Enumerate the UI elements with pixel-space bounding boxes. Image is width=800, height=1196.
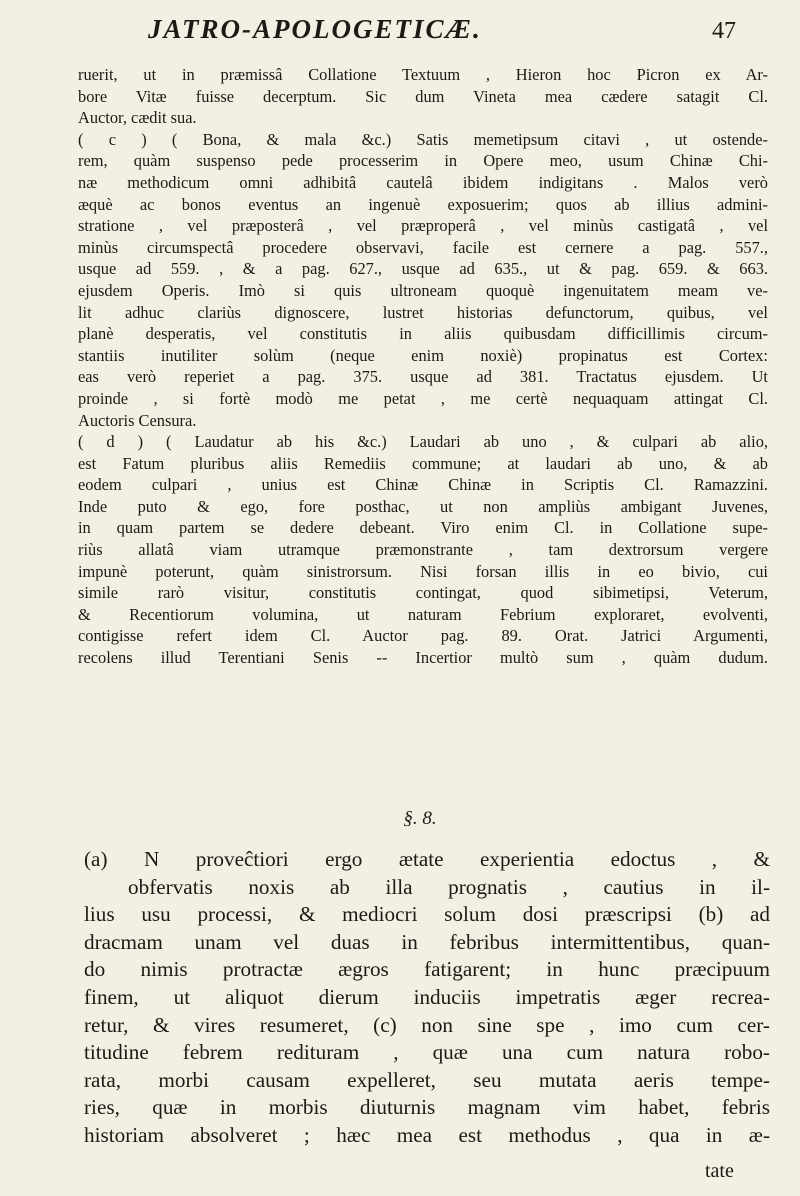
note-line: stratione , vel præposterâ , vel præproperâ , vel minùs castigatâ , vel (78, 216, 768, 236)
note-line: usque ad 559. , & a pag. 627., usque ad 635., ut & pag. 659. & 663. (78, 259, 768, 279)
note-line: næ methodicum omni adhibitâ cautelâ ibidem indigitans . Malos verò (78, 172, 768, 192)
main-line: obfervatis noxis ab illa prognatis , cautius in il- (128, 874, 770, 899)
section-mark: §. 8. (403, 808, 437, 829)
note-line: planè desperatis, vel constitutis in aliis quibusdam difficillimis circum- (78, 324, 768, 344)
note-line: stantiis inutiliter solùm (neque enim noxiè) propinatus est Cortex: (78, 345, 768, 365)
note-line: ejusdem Operis. Imò si quis ultroneam quoquè ingenuitatem meam ve- (78, 280, 768, 300)
note-line: æquè ac bonos eventus an ingenuè exposuerim; quos ab illius admini- (78, 194, 768, 214)
main-line: historiam absolveret ; hæc mea est methodus , qua in æ- (84, 1122, 770, 1147)
note-line: contigisse refert idem Cl. Auctor pag. 89. Orat. Jatrici Argumenti, (78, 626, 768, 646)
note-line: bore Vitæ fuisse decerptum. Sic dum Vineta mea cædere satagit Cl. (78, 86, 768, 106)
main-line: ries, quæ in morbis diuturnis magnam vim habet, febris (84, 1095, 770, 1120)
note-line: Auctoris Censura. (78, 410, 197, 430)
page-number: 47 (712, 18, 736, 44)
running-title: JATRO-APOLOGETICÆ. (148, 14, 482, 44)
main-line: dracmam unam vel duas in febribus intermittentibus, quan- (84, 929, 770, 954)
note-line: ruerit, ut in præmissâ Collatione Textuum , Hieron hoc Picron ex Ar- (78, 65, 768, 84)
note-line: eas verò reperiet a pag. 375. usque ad 381. Tractatus ejusdem. Ut (78, 367, 768, 387)
note-line: rem, quàm suspenso pede processerim in Opere meo, usum Chinæ Chi- (78, 151, 768, 171)
note-line: riùs allatâ viam utramque præmonstrante , tam dextrorsum vergere (78, 540, 768, 560)
main-line: retur, & vires resumeret, (c) non sine spe , imo cum cer- (84, 1012, 770, 1037)
running-head (0, 14, 800, 54)
note-line: & Recentiorum volumina, ut naturam Febrium exploraret, evolventi, (78, 604, 768, 624)
note-line: ( d ) ( Laudatur ab his &c.) Laudari ab uno , & culpari ab alio, (78, 432, 768, 452)
main-line: (a) N proveĉtiori ergo ætate experientia edoctus , & (84, 847, 770, 871)
note-line: proinde , si fortè modò me petat , me certè nequaquam attingat Cl. (78, 388, 768, 408)
note-line: impunè poterunt, quàm sinistrorsum. Nisi forsan illis in eo bivio, cui (78, 561, 768, 581)
note-line: lit adhuc clariùs dignoscere, lustret historias defunctorum, quibus, vel (78, 302, 768, 322)
main-line: do nimis protractæ ægros fatigarent; in hunc præcipuum (84, 957, 770, 982)
footnote-block (78, 64, 768, 669)
main-line: finem, ut aliquot dierum induciis impetratis æger recrea- (84, 984, 770, 1009)
note-line: ( c ) ( Bona, & mala &c.) Satis memetipsum citavi , ut ostende- (78, 129, 768, 149)
main-line: titudine febrem redituram , quæ una cum natura robo- (84, 1040, 770, 1065)
note-line: Auctor, cædit sua. (78, 108, 197, 128)
note-line: est Fatum pluribus aliis Remediis commune; at laudari ab uno, & ab (78, 453, 768, 473)
note-line: eodem culpari , unius est Chinæ Chinæ in Scriptis Cl. Ramazzini. (78, 475, 768, 495)
note-line: simile rarò visitur, constitutis contingat, quod sibimetipsi, Veterum, (78, 583, 768, 603)
main-text-block (84, 846, 770, 1150)
main-line: lius usu processi, & mediocri solum dosi præscripsi (b) ad (84, 902, 770, 927)
note-line: minùs circumspectâ procedere observavi, facile est cernere a pag. 557., (78, 237, 768, 257)
main-line: rata, morbi causam expelleret, seu mutata aeris tempe- (84, 1067, 770, 1092)
note-line: in quam partem se dedere debeant. Viro enim Cl. in Collatione supe- (78, 518, 768, 538)
catchword: tate (705, 1160, 734, 1182)
note-line: recolens illud Terentiani Senis -- Incertior multò sum , quàm dudum. (78, 648, 768, 668)
note-line: Inde puto & ego, fore posthac, ut non ampliùs ambigant Juvenes, (78, 496, 768, 516)
